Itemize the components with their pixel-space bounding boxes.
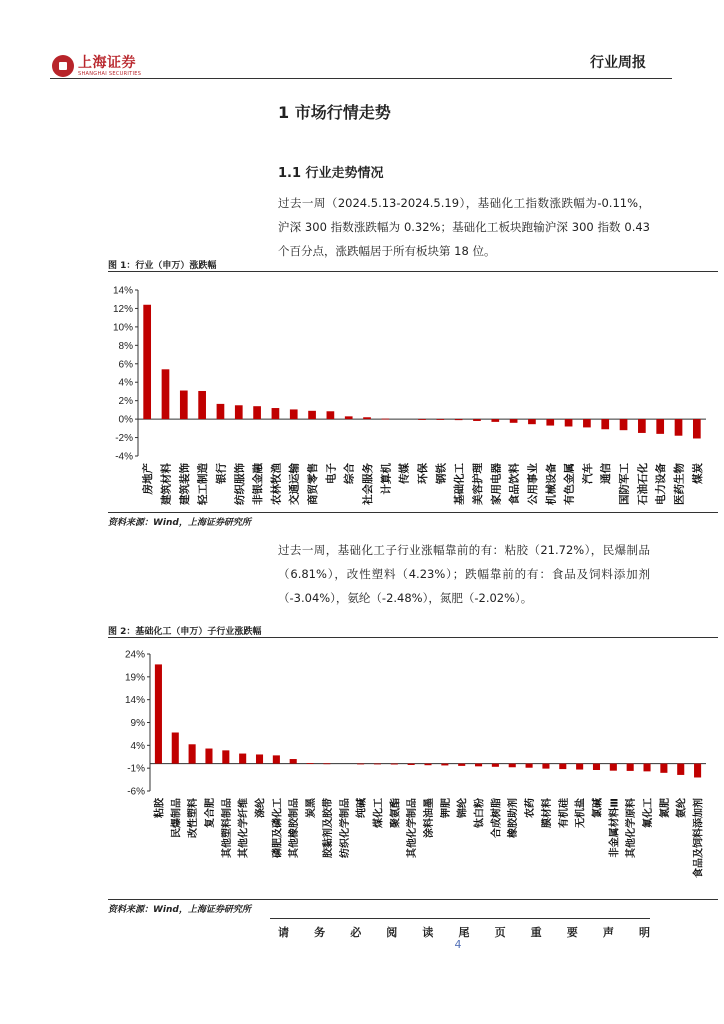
fig1-category-label: 电子 <box>325 463 338 484</box>
disclaimer-char: 尾 <box>458 926 470 939</box>
figure-1-source: 资料来源：Wind，上海证券研究所 <box>108 518 251 528</box>
market-summary-paragraph: 过去一周（2024.5.13-2024.5.19），基础化工指数涨跌幅为-0.11%，沪深 300 指数涨跌幅为 0.32%；基础化工板块跑输沪深 300 指数 0.43 个百分点，涨跌幅居于所有板块第 18 位。 <box>278 196 650 258</box>
fig2-y-tick-label: -1% <box>127 763 145 775</box>
fig1-category-label: 传媒 <box>398 463 411 484</box>
fig2-category-label: 氨纶 <box>676 798 688 818</box>
fig1-category-label: 计算机 <box>380 463 393 495</box>
logo-mark-icon <box>52 55 74 77</box>
fig1-bar <box>656 419 664 434</box>
fig1-category-label: 石油石化 <box>636 463 649 505</box>
fig2-category-label: 有机硅 <box>558 798 570 828</box>
logo-name-en: SHANGHAI SECURITIES <box>78 70 142 77</box>
disclaimer-char: 页 <box>494 926 506 939</box>
fig1-y-tick-label: 10% <box>112 322 133 334</box>
fig2-y-tick-label: 14% <box>124 695 145 707</box>
fig2-category-label: 其他化学纤维 <box>238 798 250 858</box>
fig1-category-label: 美容护理 <box>471 463 484 505</box>
fig2-category-label: 锦纶 <box>457 798 469 818</box>
fig1-bar <box>143 305 151 419</box>
fig2-bar <box>509 764 516 768</box>
fig1-category-label: 建筑材料 <box>160 463 173 505</box>
fig1-bar <box>583 419 591 427</box>
figure-2-title: 图 2：基础化工（申万）子行业涨跌幅 <box>108 627 262 637</box>
fig2-category-label: 磷肥及磷化工 <box>272 798 284 858</box>
fig2-bar <box>307 763 314 764</box>
fig1-bar <box>382 419 390 420</box>
fig2-bar <box>256 754 263 763</box>
fig2-bar <box>205 749 212 764</box>
fig2-bar <box>273 755 280 763</box>
fig1-bar <box>491 419 499 422</box>
fig1-category-label: 综合 <box>343 463 356 484</box>
fig2-category-label: 其他化学原料 <box>626 798 638 858</box>
fig2-category-label: 合成树脂 <box>491 798 503 838</box>
fig2-y-tick-label: 24% <box>124 649 145 661</box>
fig1-bar <box>620 419 628 430</box>
fig1-bar <box>675 419 683 436</box>
fig1-bar <box>345 416 353 419</box>
fig1-category-label: 轻工制造 <box>197 463 210 505</box>
fig1-category-label: 商贸零售 <box>307 463 320 505</box>
disclaimer-char: 要 <box>566 926 578 939</box>
fig1-bar <box>327 411 335 419</box>
fig1-y-tick-label: 12% <box>112 303 133 315</box>
fig2-bar <box>475 764 482 767</box>
fig1-category-label: 公用事业 <box>526 463 539 505</box>
fig2-category-label: 钾肥 <box>440 798 452 818</box>
fig2-category-label: 涤纶 <box>255 798 267 818</box>
fig1-category-label: 房地产 <box>142 463 155 495</box>
fig2-bar <box>492 764 499 767</box>
fig1-bar <box>308 411 316 419</box>
fig1-y-tick-label: -2% <box>115 433 133 445</box>
fig1-y-tick-label: 6% <box>118 359 133 371</box>
fig2-category-label: 钛白粉 <box>474 798 486 828</box>
fig2-category-label: 涂料油墨 <box>424 798 435 838</box>
fig2-category-label: 胶黏剂及胶带 <box>322 798 334 858</box>
figure-1-title: 图 1：行业（申万）涨跌幅 <box>108 261 217 271</box>
fig2-bar <box>542 764 549 769</box>
fig2-category-label: 无机盐 <box>575 798 587 828</box>
disclaimer-char: 明 <box>638 926 650 939</box>
fig2-bar <box>391 764 398 765</box>
fig1-category-label: 汽车 <box>581 463 594 484</box>
disclaimer-char: 必 <box>350 926 362 939</box>
fig2-category-label: 其他橡胶制品 <box>289 798 301 858</box>
sub-industry-summary-paragraph: 过去一周，基础化工子行业涨幅靠前的有：粘胶（21.72%），民爆制品（6.81%），改性塑料（4.23%）；跌幅靠前的有：食品及饲料添加剂（-3.04%），氨纶（-2.48%），氮肥（-2.02%）。 <box>278 543 650 605</box>
disclaimer-char: 读 <box>422 926 434 939</box>
fig2-y-tick-label: -6% <box>127 786 145 798</box>
section-title: 1 市场行情走势 <box>278 103 391 122</box>
fig2-bar <box>189 744 196 763</box>
fig2-bar <box>172 733 179 764</box>
fig2-y-tick-label: 19% <box>124 672 145 684</box>
fig1-y-tick-label: -4% <box>115 451 133 463</box>
fig2-bar <box>408 764 415 765</box>
fig1-category-label: 农林牧渔 <box>270 463 283 505</box>
fig2-category-label: 粘胶 <box>154 798 166 818</box>
fig1-bar <box>565 419 573 426</box>
fig2-bar <box>155 664 162 763</box>
fig2-category-label: 炭黑 <box>306 798 318 818</box>
company-logo <box>52 55 141 77</box>
fig1-category-label: 建筑装饰 <box>178 463 191 505</box>
fig2-category-label: 农药 <box>525 798 537 818</box>
fig2-category-label: 膜材料 <box>541 798 553 828</box>
fig2-bar <box>239 754 246 764</box>
industry-returns-chart <box>108 275 718 511</box>
fig2-category-label: 氟化工 <box>643 798 655 828</box>
fig2-category-label: 其他化学制品 <box>407 798 419 858</box>
fig2-bar <box>323 763 330 764</box>
fig2-bar <box>694 764 701 778</box>
fig2-svg <box>108 641 718 898</box>
figure-2-top-rule <box>108 637 718 638</box>
fig2-bar <box>357 764 364 765</box>
fig1-bar <box>638 419 646 433</box>
disclaimer-char: 请 <box>278 926 289 939</box>
fig1-svg <box>108 275 718 511</box>
fig1-category-label: 社会服务 <box>362 463 375 505</box>
fig1-y-tick-label: 2% <box>118 396 133 408</box>
fig1-category-label: 机械设备 <box>545 463 558 505</box>
fig1-category-label: 食品饮料 <box>508 463 521 505</box>
fig1-category-label: 医药生物 <box>673 463 686 505</box>
fig1-category-label: 钢铁 <box>435 463 448 484</box>
fig2-category-label: 橡胶助剂 <box>508 798 520 838</box>
fig1-category-label: 基础化工 <box>453 463 466 505</box>
fig1-y-tick-label: 0% <box>118 414 133 426</box>
fig2-bar <box>222 750 229 763</box>
figure-1-bottom-rule <box>108 512 718 513</box>
disclaimer-char: 重 <box>530 926 542 939</box>
fig1-category-label: 交通运输 <box>288 463 301 505</box>
fig1-bar <box>272 408 280 419</box>
fig1-category-label: 非银金融 <box>252 463 265 505</box>
fig1-category-label: 家用电器 <box>490 463 503 505</box>
fig2-y-tick-label: 4% <box>130 740 145 752</box>
header-divider <box>50 78 672 79</box>
fig2-bar <box>610 764 617 771</box>
fig2-bar <box>627 764 634 771</box>
fig1-bar <box>235 405 243 419</box>
disclaimer-char: 声 <box>602 926 614 939</box>
fig1-bar <box>363 417 371 419</box>
logo-name: 上海证券 <box>78 54 136 71</box>
fig2-category-label: 复合肥 <box>204 798 216 828</box>
fig2-bar <box>290 759 297 764</box>
fig2-bar <box>677 764 684 775</box>
fig2-bar <box>559 764 566 769</box>
fig2-bar <box>424 764 431 766</box>
disclaimer-char: 阅 <box>386 926 398 939</box>
fig2-category-label: 氮肥 <box>659 798 671 818</box>
sub-industry-returns-chart <box>108 641 718 898</box>
fig1-category-label: 国防军工 <box>618 463 631 505</box>
fig2-bar <box>526 764 533 768</box>
fig2-category-label: 纺织化学制品 <box>339 798 351 858</box>
fig1-bar <box>528 419 536 424</box>
fig1-category-label: 煤炭 <box>691 463 704 484</box>
fig2-category-label: 改性塑料 <box>188 798 200 838</box>
fig2-y-tick-label: 9% <box>130 718 145 729</box>
fig2-category-label: 氯碱 <box>592 798 604 818</box>
footer-divider <box>270 918 650 919</box>
fig2-bar <box>593 764 600 770</box>
fig1-category-label: 电力设备 <box>655 463 668 505</box>
fig2-category-label: 非金属材料Ⅲ <box>609 798 621 858</box>
figure-2-source: 资料来源：Wind，上海证券研究所 <box>108 905 251 915</box>
fig1-y-tick-label: 14% <box>112 285 133 297</box>
fig2-category-label: 聚氨酯 <box>390 798 402 828</box>
fig1-category-label: 银行 <box>215 463 228 484</box>
fig1-bar <box>436 419 444 420</box>
fig1-bar <box>217 404 225 419</box>
figure-1-top-rule <box>108 271 718 272</box>
fig2-bar <box>458 764 465 766</box>
fig1-bar <box>162 369 170 419</box>
fig1-bar <box>510 419 518 423</box>
fig1-bar <box>455 419 463 420</box>
fig2-bar <box>643 764 650 772</box>
fig1-y-tick-label: 8% <box>118 340 133 352</box>
fig1-bar <box>418 419 426 420</box>
fig1-bar <box>198 391 206 419</box>
fig2-bar <box>374 764 381 765</box>
fig1-bar <box>546 419 554 425</box>
fig2-category-label: 纯碱 <box>356 798 368 818</box>
fig1-category-label: 环保 <box>417 463 429 484</box>
fig1-bar <box>180 391 188 420</box>
figure-2-bottom-rule <box>108 899 718 900</box>
fig1-bar <box>253 406 261 419</box>
fig1-bar <box>290 409 298 419</box>
fig1-category-label: 通信 <box>600 463 613 485</box>
fig2-category-label: 其他塑料制品 <box>221 798 233 858</box>
fig2-bar <box>576 764 583 770</box>
fig1-bar <box>473 419 481 421</box>
fig1-bar <box>693 419 701 438</box>
fig1-bar <box>601 419 609 429</box>
fig1-category-label: 有色金属 <box>563 463 576 505</box>
fig1-category-label: 纺织服饰 <box>233 463 246 505</box>
fig1-y-tick-label: 4% <box>118 377 133 389</box>
fig2-category-label: 民爆制品 <box>171 798 183 838</box>
fig2-category-label: 煤化工 <box>373 798 385 828</box>
fig2-bar <box>441 764 448 766</box>
disclaimer-char: 务 <box>314 926 326 939</box>
fig2-category-label: 食品及饲料添加剂 <box>693 798 705 878</box>
page-number: 4 <box>454 938 462 951</box>
subsection-title: 1.1 行业走势情况 <box>278 166 384 181</box>
report-type: 行业周报 <box>590 55 646 71</box>
fig2-bar <box>660 764 667 773</box>
